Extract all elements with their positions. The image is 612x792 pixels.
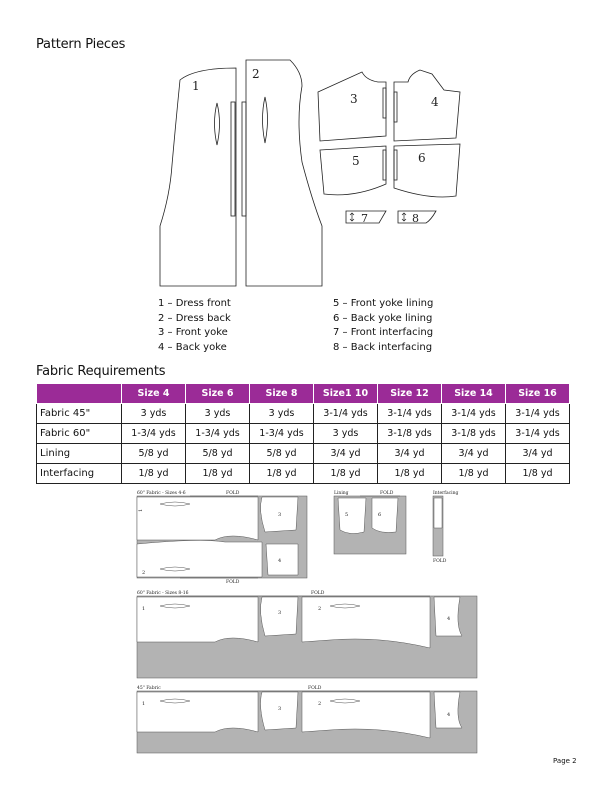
table-cell: 1/8 yd (122, 464, 186, 484)
piece-label-3: 3 (350, 92, 358, 106)
layout-title-60-large: 60" Fabric - Sizes 8-16 (137, 591, 189, 596)
table-cell: 1/8 yd (442, 464, 506, 484)
fold-label: FOLD (226, 580, 240, 585)
fold-label: FOLD (433, 559, 447, 564)
piece-label-2: 2 (252, 67, 260, 81)
pattern-pieces-illustration (0, 0, 612, 300)
piece-dress-front (160, 68, 236, 286)
table-cell: 3-1/4 yds (314, 404, 378, 424)
table-cell: 3/4 yd (506, 444, 570, 464)
table-cell: 5/8 yd (122, 444, 186, 464)
piece-back-yoke (394, 70, 460, 141)
fold-label: FOLD (226, 491, 240, 496)
layout-lining (334, 496, 406, 554)
layout-piece-number: 5 (345, 512, 349, 518)
legend-item: 5 – Front yoke lining (333, 298, 434, 309)
layout-title-interfacing: Interfacing (433, 491, 459, 496)
row-label: Fabric 45" (37, 404, 122, 424)
legend-item: 8 – Back interfacing (333, 341, 433, 353)
layout-piece-number: 4 (447, 712, 451, 718)
pattern-pieces-heading: Pattern Pieces (36, 37, 126, 52)
layout-piece-number: 2 (142, 570, 146, 576)
table-header-row (37, 384, 570, 404)
size-header: Size 12 (378, 384, 442, 404)
layout-60-small (137, 496, 307, 578)
table-cell: 1/8 yd (378, 464, 442, 484)
layout-piece-number: 1 (138, 508, 144, 512)
row-label: Fabric 60" (37, 424, 122, 444)
table-row (37, 404, 570, 424)
table-cell: 3-1/4 yds (506, 404, 570, 424)
piece-dress-back (246, 60, 322, 286)
size-header: Size 14 (442, 384, 506, 404)
size-header: Size 6 (186, 384, 250, 404)
table-cell: 3-1/8 yds (442, 424, 506, 444)
layout-60-large (137, 596, 477, 678)
legend-item: 4 – Back yoke (158, 341, 227, 353)
fold-label: FOLD (311, 591, 325, 596)
layout-piece-number: 6 (378, 512, 382, 518)
table-cell: 1-3/4 yds (122, 424, 186, 444)
layout-piece-number: 2 (318, 701, 322, 707)
fold-label: FOLD (380, 491, 394, 496)
table-cell: 3-1/8 yds (378, 424, 442, 444)
legend-item: 1 – Dress front (158, 298, 231, 309)
layout-piece-number: 1 (142, 606, 146, 612)
table-cell: 3-1/4 yds (378, 404, 442, 424)
cutting-layouts (0, 480, 612, 760)
piece-label-1: 1 (192, 79, 200, 93)
table-cell: 3/4 yd (442, 444, 506, 464)
piece-label-8: 8 (412, 212, 419, 225)
table-cell: 3-1/4 yds (506, 424, 570, 444)
piece-back-yoke-lining (394, 144, 460, 197)
fold-label: FOLD (308, 686, 322, 691)
table-cell: 1-3/4 yds (250, 424, 314, 444)
piece-front-yoke (318, 72, 386, 141)
piece-label-6: 6 (418, 151, 426, 165)
layout-title-45: 45" Fabric (137, 686, 161, 691)
piece-label-5: 5 (352, 154, 360, 168)
table-row (37, 424, 570, 444)
layout-piece-number: 2 (318, 606, 322, 612)
table-cell: 1/8 yd (506, 464, 570, 484)
table-corner (37, 384, 122, 404)
table-cell: 3 yds (314, 424, 378, 444)
row-label: Lining (37, 444, 122, 464)
layout-interfacing (433, 496, 443, 556)
size-header: Size 8 (250, 384, 314, 404)
table-cell: 5/8 yd (186, 444, 250, 464)
legend-item: 2 – Dress back (158, 312, 231, 324)
size-header: Size 16 (506, 384, 570, 404)
row-label: Interfacing (37, 464, 122, 484)
layout-piece-number: 3 (278, 610, 282, 616)
table-cell: 3 yds (250, 404, 314, 424)
legend-item: 3 – Front yoke (158, 327, 228, 338)
layout-piece-number: 3 (278, 706, 282, 712)
legend-right (333, 297, 433, 355)
table-cell: 3/4 yd (314, 444, 378, 464)
table-row (37, 444, 570, 464)
layout-45 (137, 691, 477, 753)
table-cell: 3 yds (186, 404, 250, 424)
table-cell: 3 yds (122, 404, 186, 424)
size-header: Size 4 (122, 384, 186, 404)
layout-title-60-small: 60" Fabric - Sizes 4-6 (137, 491, 186, 496)
table-cell: 3-1/4 yds (442, 404, 506, 424)
table-cell: 1/8 yd (250, 464, 314, 484)
layout-piece-number: 3 (278, 512, 282, 518)
layout-piece-number: 4 (278, 558, 282, 564)
fabric-requirements-table (36, 383, 570, 484)
legend-item: 6 – Back yoke lining (333, 312, 433, 324)
table-cell: 1/8 yd (314, 464, 378, 484)
fabric-requirements-heading: Fabric Requirements (36, 364, 166, 379)
layout-title-lining: Lining (334, 491, 349, 496)
legend-left (158, 297, 231, 355)
legend-item: 7 – Front interfacing (333, 327, 434, 338)
layout-piece-number: 4 (447, 616, 451, 622)
layout-piece-number: 1 (142, 701, 146, 707)
page-number: Page 2 (553, 757, 577, 765)
piece-label-4: 4 (431, 95, 439, 109)
size-header: Size1 10 (314, 384, 378, 404)
table-cell: 5/8 yd (250, 444, 314, 464)
table-cell: 3/4 yd (378, 444, 442, 464)
piece-label-7: 7 (361, 212, 368, 225)
table-cell: 1/8 yd (186, 464, 250, 484)
table-cell: 1-3/4 yds (186, 424, 250, 444)
